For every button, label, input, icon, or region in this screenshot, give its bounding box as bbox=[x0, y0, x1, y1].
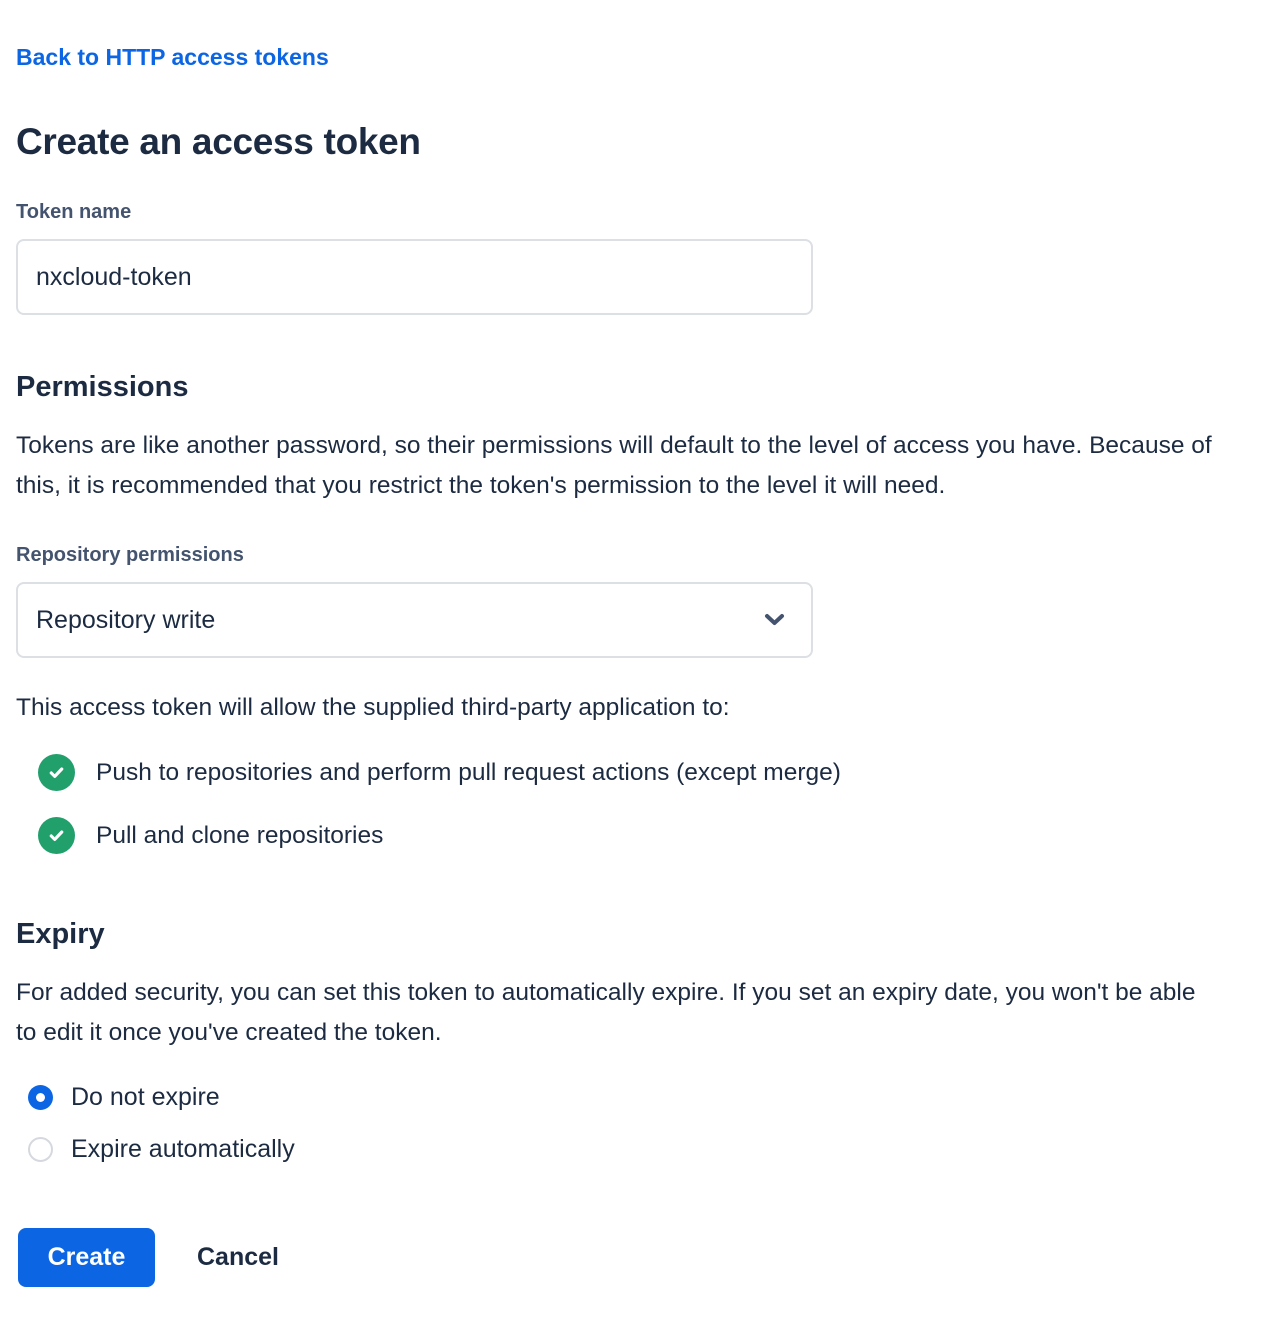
expiry-heading: Expiry bbox=[16, 918, 105, 950]
check-circle-icon bbox=[38, 754, 75, 791]
form-actions bbox=[16, 1228, 1216, 1287]
back-to-http-access-tokens-link[interactable]: Back to HTTP access tokens bbox=[16, 44, 329, 70]
token-name-label: Token name bbox=[16, 201, 132, 223]
capability-text: Push to repositories and perform pull request actions (except merge) bbox=[96, 758, 841, 786]
radio-option-expire-automatically[interactable] bbox=[16, 1135, 1216, 1164]
radio-label: Expire automatically bbox=[71, 1135, 295, 1163]
token-name-input[interactable] bbox=[16, 239, 813, 315]
repository-permissions-label: Repository permissions bbox=[16, 544, 244, 566]
capability-item-push bbox=[38, 754, 1216, 791]
expiry-radio-group bbox=[16, 1083, 1216, 1164]
chevron-down-icon bbox=[764, 613, 785, 627]
create-button[interactable]: Create bbox=[18, 1228, 155, 1287]
check-circle-icon bbox=[38, 817, 75, 854]
page-title: Create an access token bbox=[16, 121, 421, 162]
radio-unselected-icon[interactable] bbox=[28, 1137, 53, 1162]
token-scope-intro: This access token will allow the supplied third-party application to: bbox=[16, 694, 730, 721]
capability-item-pull bbox=[38, 817, 1216, 854]
capability-text: Pull and clone repositories bbox=[96, 821, 384, 849]
repository-permissions-select[interactable] bbox=[16, 582, 813, 658]
expiry-description: For added security, you can set this token to automatically expire. If you set an expiry date, you won't be able to edit it once you've created the token. bbox=[16, 979, 1196, 1046]
capability-list bbox=[16, 754, 1216, 854]
permissions-description: Tokens are like another password, so their permissions will default to the level of access you have. Because of this, it is recommended that you restrict the token's permission to the level it will need. bbox=[16, 432, 1212, 499]
radio-label: Do not expire bbox=[71, 1083, 220, 1111]
radio-option-do-not-expire[interactable] bbox=[16, 1083, 1216, 1112]
repository-permissions-selected-value: Repository write bbox=[36, 605, 216, 634]
cancel-button[interactable]: Cancel bbox=[197, 1228, 279, 1287]
radio-selected-icon[interactable] bbox=[28, 1085, 53, 1110]
permissions-heading: Permissions bbox=[16, 371, 189, 403]
